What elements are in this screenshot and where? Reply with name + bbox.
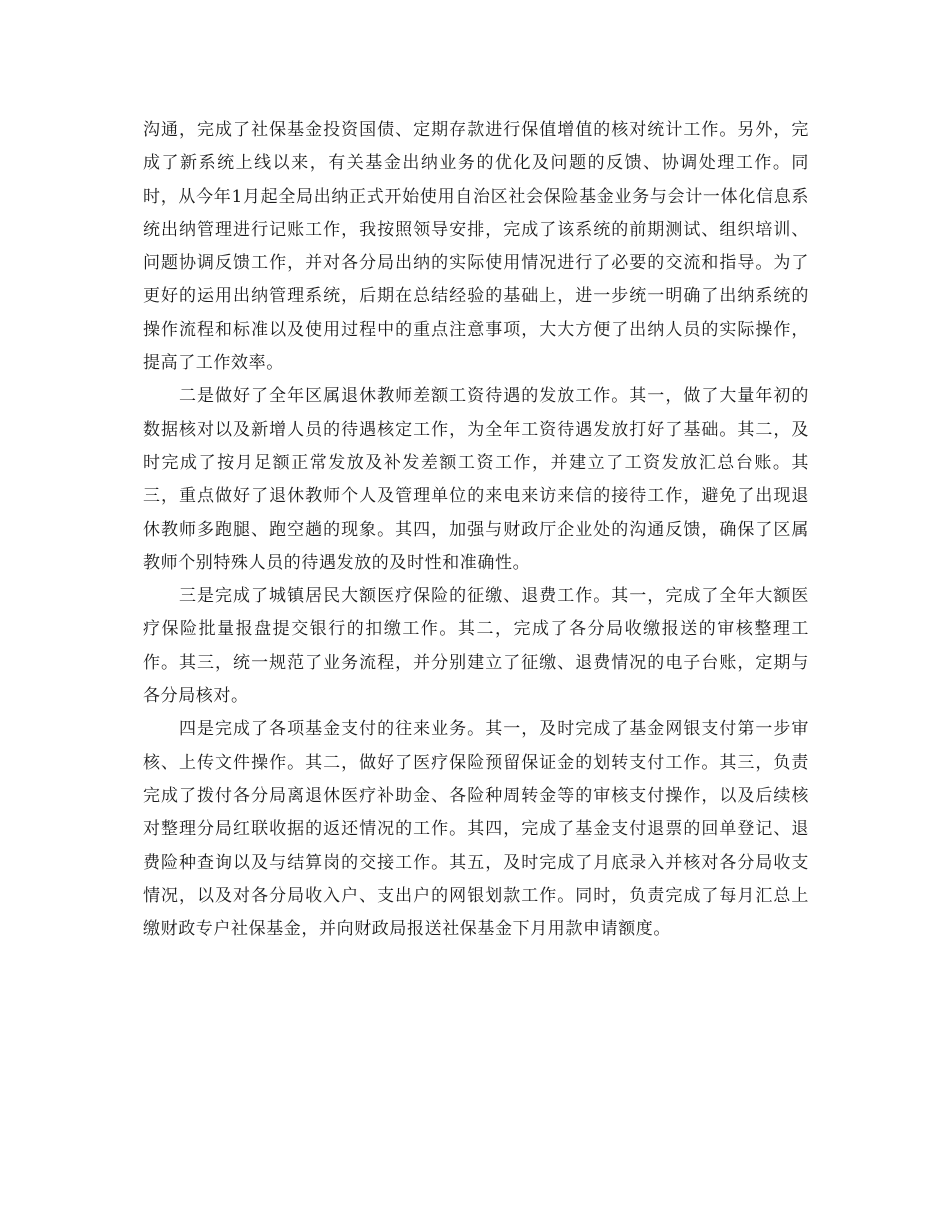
document-body (143, 114, 809, 946)
paragraph-3: 三是完成了城镇居民大额医疗保险的征缴、退费工作。其一，完成了全年大额医疗保险批量报盘提交银行的扣缴工作。其二，完成了各分局收缴报送的审核整理工作。其三，统一规范了业务流程，并分别建立了征缴、退费情况的电子台账，定期与各分局核对。 (143, 586, 809, 707)
paragraph-1: 沟通，完成了社保基金投资国债、定期存款进行保值增值的核对统计工作。另外，完成了新系统上线以来，有关基金出纳业务的优化及问题的反馈、协调处理工作。同时，从今年1月起全局出纳正式开始使用自治区社会保险基金业务与会计一体化信息系统出纳管理进行记账工作，我按照领导安排，完成了该系统的前期测试、组织培训、问题协调反馈工作，并对各分局出纳的实际使用情况进行了必要的交流和指导。为了更好的运用出纳管理系统，后期在总结经验的基础上，进一步统一明确了出纳系统的操作流程和标准以及使用过程中的重点注意事项，大大方便了出纳人员的实际操作，提高了工作效率。 (143, 120, 809, 374)
paragraph-2: 二是做好了全年区属退休教师差额工资待遇的发放工作。其一，做了大量年初的数据核对以及新增人员的待遇核定工作，为全年工资待遇发放打好了基础。其二，及时完成了按月足额正常发放及补发差额工资工作，并建立了工资发放汇总台账。其三，重点做好了退休教师个人及管理单位的来电来访来信的接待工作，避免了出现退休教师多跑腿、跑空趟的现象。其四，加强与财政厅企业处的沟通反馈，确保了区属教师个别特殊人员的待遇发放的及时性和准确性。 (143, 386, 809, 573)
paragraph-4: 四是完成了各项基金支付的往来业务。其一，及时完成了基金网银支付第一步审核、上传文件操作。其二，做好了医疗保险预留保证金的划转支付工作。其三，负责完成了拨付各分局离退休医疗补助金、各险种周转金等的审核支付操作，以及后续核对整理分局红联收据的返还情况的工作。其四，完成了基金支付退票的回单登记、退费险种查询以及与结算岗的交接工作。其五，及时完成了月底录入并核对各分局收支情况，以及对各分局收入户、支出户的网银划款工作。同时，负责完成了每月汇总上缴财政专户社保基金，并向财政局报送社保基金下月用款申请额度。 (143, 719, 809, 940)
